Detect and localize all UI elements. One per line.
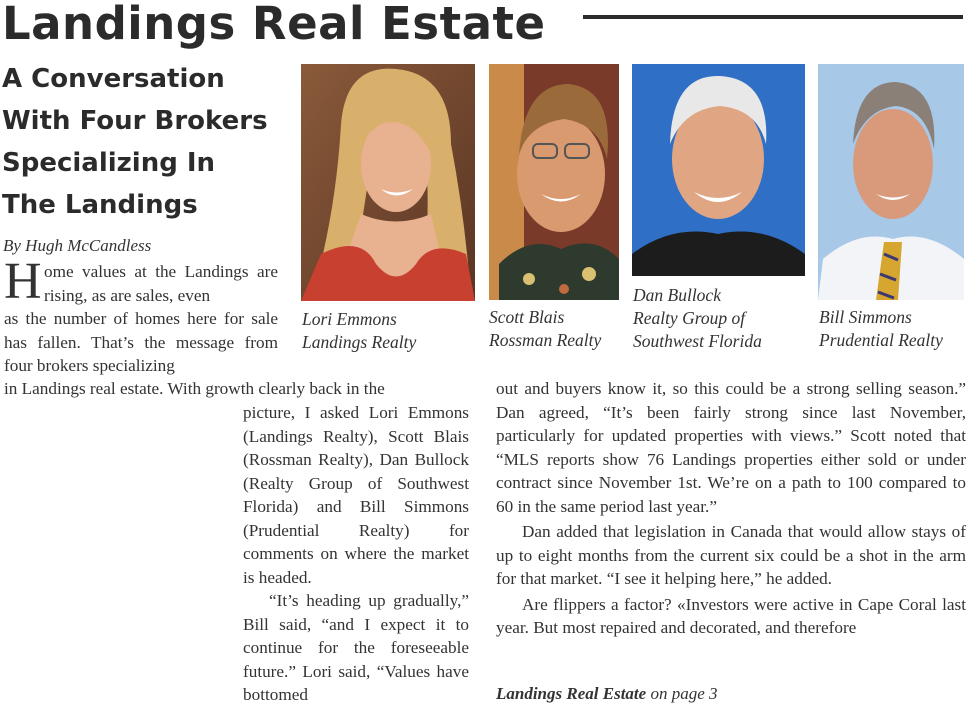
caption-scott-blais [489,306,601,352]
article-paragraph: Are flippers a factor? «Investors were active in Cape Coral last year. But most repaired and decorated, and therefore [496,594,966,637]
article-paragraph: out and buyers know it, so this could be a strong selling season.” Dan agreed, “It’s been fairly strong since last November, particularly for updated properties with views.” Scott noted that “MLS reports show 76 Landings properties either sold or under contract since November 1st. We’re on a path to 100 compared to 60 in the same period last year.” [496,379,966,516]
article-paragraph: as the number of homes here for sale has fallen. That’s the message from four brokers specializing [4,309,278,375]
broker-name: Scott Blais [489,307,565,327]
article-column-left [243,401,469,707]
broker-name: Lori Emmons [302,309,397,329]
continued-on-page[interactable] [496,684,717,704]
article-paragraph: picture, I asked Lori Emmons (Landings Realty), Scott Blais (Rossman Realty), Dan Bullock (Realty Group of Southwest Florida) and Bill Simmons (Prudential Realty) for comments on where the market is headed. [243,403,469,587]
masthead-title: Landings Real Estate [2,0,546,50]
caption-bill-simmons [819,306,943,352]
headline-line: Specializing In [2,148,216,178]
broker-company: Realty Group of [633,308,746,328]
photo-bill-simmons [818,64,964,300]
broker-company: Southwest Florida [633,331,762,351]
caption-dan-bullock [633,284,762,353]
article-column-right [496,377,966,640]
photo-lori-emmons [301,64,475,301]
article-paragraph: “It’s heading up gradually,” Bill said, “and I expect it to continue for the foreseeable future.” Lori said, “Values have bottomed [243,591,469,704]
broker-company: Landings Realty [302,332,417,352]
continued-page: on page 3 [646,684,718,703]
broker-company: Prudential Realty [819,330,943,350]
caption-lori-emmons [302,308,416,354]
broker-company: Rossman Realty [489,330,602,350]
article-paragraph: Dan added that legislation in Canada that would allow stays of up to eight months from the current six could be a shot in the arm for that market. “I see it helping here,” he added. [496,522,966,588]
drop-cap: H [4,253,42,310]
article-paragraph: ome values at the Landings are rising, as are sales, even [44,262,278,305]
continued-title: Landings Real Estate [496,684,647,703]
photo-scott-blais [489,64,619,300]
broker-name: Dan Bullock [633,285,721,305]
photo-dan-bullock [632,64,805,276]
headline-line: A Conversation [2,64,225,94]
headline-line: With Four Brokers [2,106,268,136]
byline: By Hugh McCandless [3,236,152,255]
article-paragraph: in Landings real estate. With growth clearly back in the [4,379,385,398]
broker-name: Bill Simmons [819,307,912,327]
headline-line: The Landings [2,190,198,220]
masthead-rule [583,15,963,19]
article-headline [2,58,302,226]
